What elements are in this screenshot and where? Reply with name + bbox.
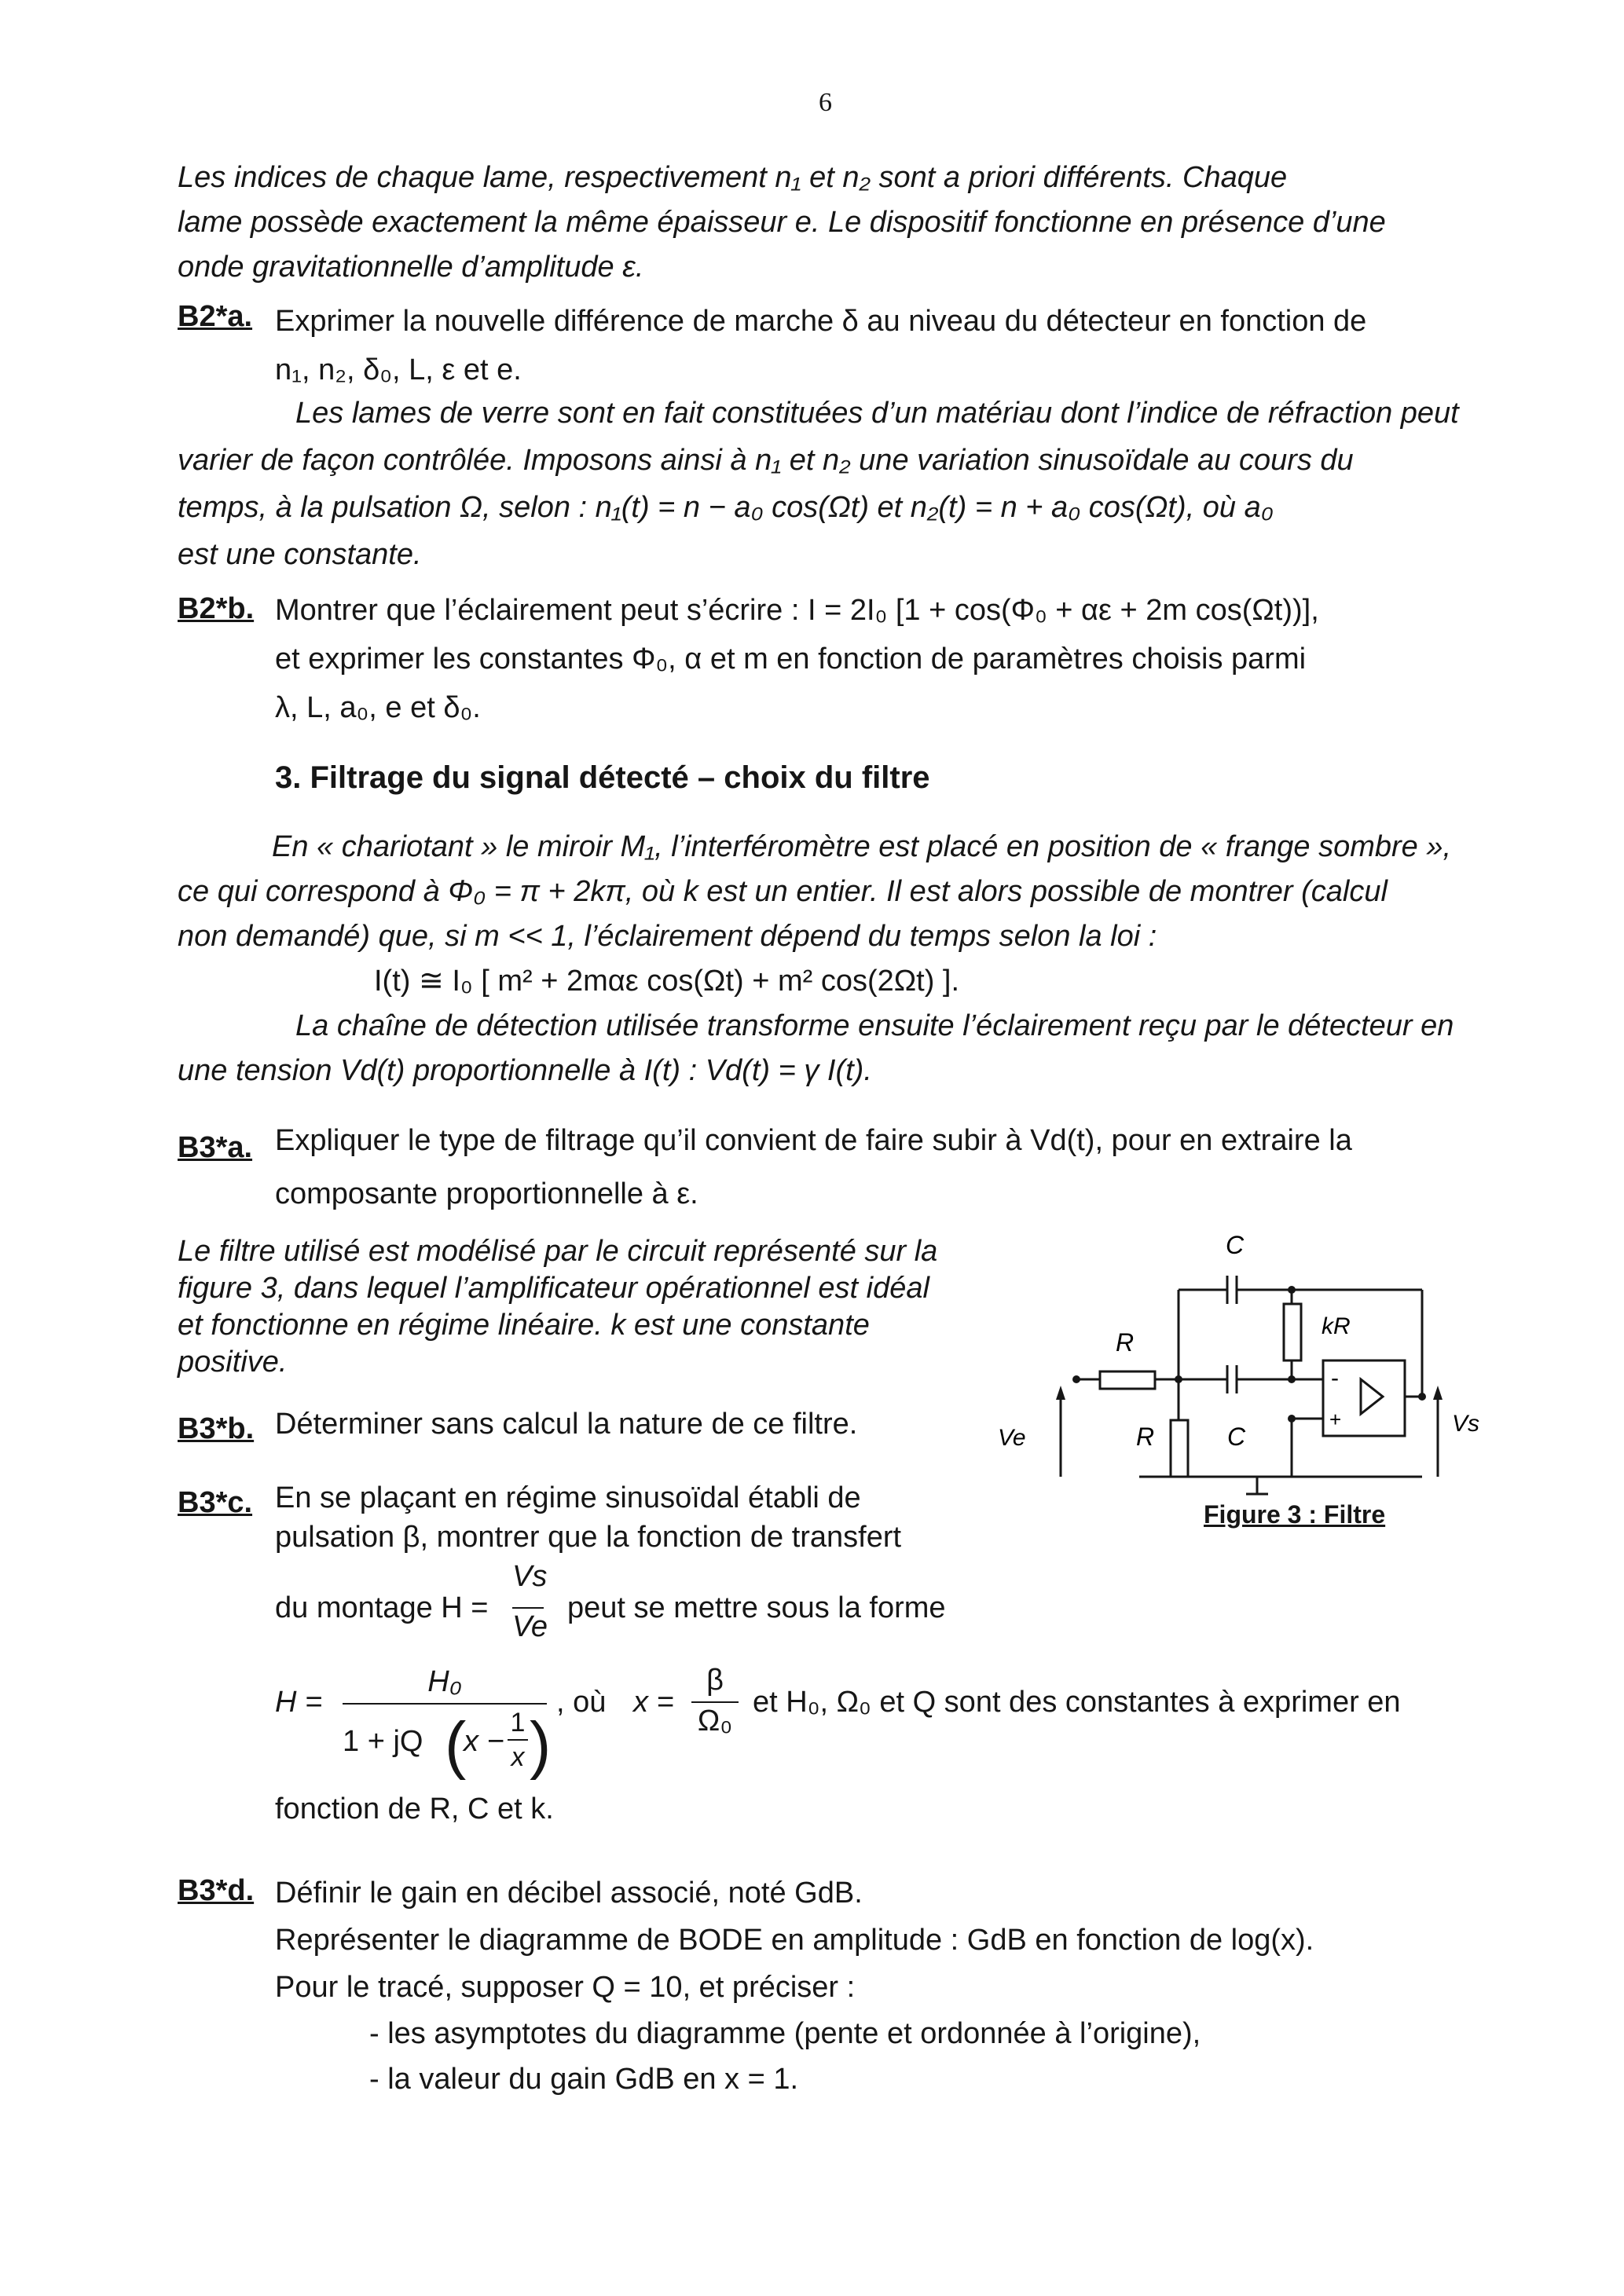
b2b-line-2: et exprimer les constantes Φ₀, α et m en fonction de paramètres choisis parmi (275, 643, 1307, 676)
b3a-line-2: composante proportionnelle à ε. (275, 1177, 698, 1210)
b2a-line-1: Exprimer la nouvelle différence de marche δ au niveau du détecteur en fonction de (275, 305, 1367, 338)
x-lhs: x = (633, 1686, 674, 1719)
inner-frac-den: x (511, 1742, 525, 1772)
question-b3a (275, 1114, 1477, 1221)
b3c-line-1: En se plaçant en régime sinusoïdal établi de (275, 1481, 861, 1514)
filter-line-4: positive. (178, 1346, 288, 1379)
b3a-line-1: Expliquer le type de filtrage qu’il convient de faire subir à Vd(t), pour en extraire la (275, 1124, 1352, 1157)
intro-line-2: lame possède exactement la même épaisseur e. Le dispositif fonctionne en présence d’une (178, 206, 1386, 239)
question-label-b2a: B2*a. (178, 300, 253, 333)
x-denominator: Ω₀ (697, 1705, 733, 1738)
label-r-bottom: R (1136, 1423, 1155, 1451)
question-label-b2b: B2*b. (178, 592, 255, 625)
h-numerator: H₀ (427, 1665, 462, 1698)
para3-line-3: non demandé) que, si m << 1, l’éclairement dépend du temps selon la loi : (178, 920, 1157, 953)
filter-line-2: figure 3, dans lequel l’amplificateur opérationnel est idéal (178, 1272, 929, 1305)
label-r-top: R (1116, 1328, 1135, 1357)
para3-line-5: une tension Vd(t) proportionnelle à I(t) : Vd(t) = γ I(t). (178, 1054, 872, 1087)
x-numerator: β (706, 1664, 724, 1697)
b2a-line-2: n₁, n₂, δ₀, L, ε et e. (275, 353, 522, 386)
ve-denominator: Ve (512, 1610, 548, 1643)
vs-numerator: Vs (512, 1560, 548, 1593)
filter-line-3: et fonctionne en régime linéaire. k est une constante (178, 1309, 870, 1342)
label-ve: Ve (998, 1425, 1026, 1451)
question-b3c (275, 1478, 901, 1557)
question-label-b3d: B3*d. (178, 1874, 255, 1907)
vs-ve-fraction-bar (512, 1607, 544, 1609)
op-amp-minus: - (1331, 1365, 1339, 1391)
para2-line-3: temps, à la pulsation Ω, selon : n₁(t) = n − a₀ cos(Ωt) et n₂(t) = n + a₀ cos(Ωt), où a₀ (178, 491, 1274, 524)
chariotant-paragraph (178, 825, 1474, 1093)
intro-line-1: Les indices de chaque lame, respectivement n₁ et n₂ sont a priori différents. Chaque (178, 161, 1288, 194)
h-denominator-x: x − (464, 1725, 504, 1758)
b3d-line-2: Représenter le diagramme de BODE en amplitude : GdB en fonction de log(x). (275, 1924, 1314, 1957)
h-lhs: H = (275, 1686, 323, 1719)
output-terminal (1418, 1393, 1426, 1401)
h-denominator-prefix: 1 + jQ (343, 1725, 423, 1758)
section-3-title: 3. Filtrage du signal détecté – choix du filtre (275, 760, 930, 795)
para3-line-4: La chaîne de détection utilisée transforme ensuite l’éclairement reçu par le détecteur en (295, 1009, 1454, 1042)
para2-line-2: varier de façon contrôlée. Imposons ainsi à n₁ et n₂ une variation sinusoïdale au cours du (178, 444, 1354, 477)
comma-ou: , où (556, 1686, 607, 1719)
resistor-r-horizontal (1100, 1371, 1155, 1389)
illumination-formula: I(t) ≅ I₀ [ m² + 2mαε cos(Ωt) + m² cos(2Ωt) ]. (374, 965, 960, 998)
question-b3d (275, 1869, 1314, 2102)
b2b-line-3: λ, L, a₀, e et δ₀. (275, 691, 481, 724)
b3d-line-1: Définir le gain en décibel associé, noté GdB. (275, 1877, 863, 1910)
ve-arrowhead-icon (1056, 1386, 1065, 1400)
h-fraction-bar (343, 1703, 547, 1705)
resistor-kr (1284, 1304, 1301, 1360)
label-c-mid: C (1227, 1423, 1246, 1451)
para3-line-1: En « chariotant » le miroir M₁, l’interféromètre est placé en position de « frange sombre », (272, 830, 1452, 863)
label-kr: kR (1322, 1313, 1351, 1339)
b3c-last-line: fonction de R, C et k. (275, 1792, 554, 1825)
para2-line-1: Les lames de verre sont en fait constituées d’un matériau dont l’indice de réfraction peut (295, 397, 1459, 430)
label-vs: Vs (1452, 1411, 1480, 1437)
node-dot-plus (1288, 1415, 1296, 1423)
node-dot-left (1175, 1375, 1182, 1383)
question-label-b3b: B3*b. (178, 1412, 255, 1445)
figure-caption: Figure 3 : Filtre (1204, 1500, 1386, 1529)
op-amp-plus: + (1329, 1408, 1342, 1431)
material-paragraph (178, 390, 1474, 578)
b3d-bullet-1: - les asymptotes du diagramme (pente et ordonnée à l’origine), (369, 2017, 1201, 2050)
filter-description (178, 1233, 937, 1381)
b3c-tail: et H₀, Ω₀ et Q sont des constantes à exprimer en (753, 1686, 1401, 1719)
b3c-line-3a: du montage H = (275, 1591, 489, 1624)
page-number: 6 (819, 88, 832, 117)
right-paren: ) (530, 1709, 552, 1781)
intro-line-3: onde gravitationnelle d’amplitude ε. (178, 251, 644, 284)
b2b-line-1: Montrer que l’éclairement peut s’écrire : I = 2I₀ [1 + cos(Φ₀ + αε + 2m cos(Ωt))], (275, 594, 1319, 627)
b3d-bullet-2: - la valeur du gain GdB en x = 1. (369, 2063, 799, 2096)
x-fraction-bar (691, 1701, 739, 1703)
intro-paragraph (178, 156, 1474, 290)
question-label-b3c: B3*c. (178, 1486, 253, 1519)
b3c-line-3b: peut se mettre sous la forme (567, 1591, 946, 1624)
op-amp-triangle-icon (1361, 1379, 1383, 1414)
input-terminal (1072, 1375, 1080, 1383)
inner-frac-num: 1 (510, 1708, 526, 1738)
inner-fraction-bar (508, 1739, 528, 1741)
filter-circuit-diagram (998, 1218, 1485, 1540)
para3-line-2: ce qui correspond à Φ₀ = π + 2kπ, où k est un entier. Il est alors possible de montrer (calcul (178, 875, 1388, 908)
node-dot-top (1288, 1286, 1296, 1294)
resistor-r-vertical (1171, 1420, 1188, 1477)
question-b3b: Déterminer sans calcul la nature de ce filtre. (275, 1408, 858, 1441)
question-b2b (275, 586, 1477, 732)
b3d-line-3: Pour le tracé, supposer Q = 10, et préciser : (275, 1971, 856, 2004)
question-b2a (275, 297, 1477, 394)
vs-arrowhead-icon (1433, 1386, 1443, 1400)
para2-line-4: est une constante. (178, 538, 422, 571)
node-dot-minus (1288, 1375, 1296, 1383)
filter-line-1: Le filtre utilisé est modélisé par le circuit représenté sur la (178, 1235, 938, 1268)
label-c-top: C (1226, 1231, 1245, 1259)
left-paren: ( (445, 1709, 467, 1781)
question-label-b3a: B3*a. (178, 1131, 253, 1164)
b3c-line-2: pulsation β, montrer que la fonction de transfert (275, 1521, 902, 1554)
